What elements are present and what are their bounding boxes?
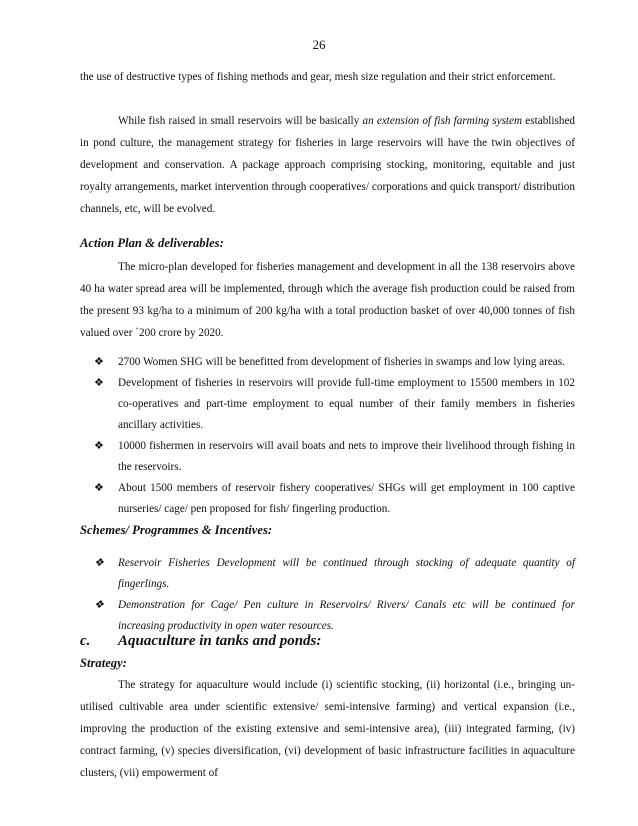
paragraph-aquaculture-strategy: The strategy for aquaculture would include (i) scientific stocking, (ii) horizontal (i.e., bringing un-utilised cultivable area under scientific extensive/ semi-intensive farming) and vertical expansion (i.e., improving the production of the existing extensive and semi-intensive area), (iii) integrated farming, (iv) contract farming, (v) species diversification, (vi) development of basic infrastructure facilities in aquaculture clusters, (vii) empowerment of	[80, 679, 575, 779]
deliverables-list	[80, 352, 575, 520]
deliverable-item	[80, 478, 575, 520]
bullet-diamond-icon: ❖	[94, 482, 104, 494]
para2-text-end: established in pond culture, the management strategy for fisheries in large reservoirs will have the twin objectives of development and conservation. A package approach comprising stocking, monitoring, equitable and just royalty arrangements, market intervention through cooperatives/ corporations and quick transport/ distribution channels, etc, will be evolved.	[80, 115, 576, 215]
page-number: 26	[312, 37, 326, 52]
paragraph-enforcement: the use of destructive types of fishing methods and gear, mesh size regulation and their strict enforcement.	[80, 71, 556, 83]
paragraph-reservoir-strategy	[80, 110, 575, 220]
scheme-item-text: Reservoir Fisheries Development will be continued through stocking of adequate quantity of fingerlings.	[118, 557, 575, 590]
scheme-item	[80, 553, 575, 595]
schemes-list	[80, 553, 575, 637]
deliverable-item-text: 10000 fishermen in reservoirs will avail boats and nets to improve their livelihood through fishing in the reservoirs.	[118, 440, 575, 473]
deliverable-item	[80, 436, 575, 478]
deliverable-item-text: 2700 Women SHG will be benefitted from development of fisheries in swamps and low lying areas.	[118, 356, 565, 368]
bullet-diamond-icon: ❖	[94, 599, 104, 611]
section-c-letter: c.	[80, 633, 91, 649]
bullet-diamond-icon: ❖	[94, 356, 104, 368]
paragraph-micro-plan: The micro-plan developed for fisheries management and development in all the 138 reservoirs above 40 ha water spread area will be implemented, through which the average fish production could be raised from the present 93 kg/ha to a minimum of 200 kg/ha with a total production basket of over 40,000 tonnes of fish valued over `200 crore by 2020.	[80, 261, 575, 339]
scheme-item-text: Demonstration for Cage/ Pen culture in Reservoirs/ Rivers/ Canals etc will be continued for increasing productivity in open water resources.	[118, 599, 575, 632]
heading-schemes: Schemes/ Programmes & Incentives:	[80, 523, 273, 537]
deliverable-item-text: Development of fisheries in reservoirs will provide full-time employment to 15500 members in 102 co-operatives and part-time employment to equal number of their family members in fisheries ancillary activities.	[118, 377, 575, 431]
para2-italic-phrase: an extension of fish farming system	[362, 115, 523, 127]
heading-strategy: Strategy:	[80, 656, 127, 670]
heading-action-plan: Action Plan & deliverables:	[80, 236, 224, 250]
bullet-diamond-icon: ❖	[94, 377, 104, 389]
para2-text-start: While fish raised in small reservoirs will be basically	[118, 115, 363, 127]
scheme-item	[80, 595, 575, 637]
deliverable-item-text: About 1500 members of reservoir fishery cooperatives/ SHGs will get employment in 100 captive nurseries/ cage/ pen proposed for fish/ fingerling production.	[118, 482, 575, 515]
section-c-title: Aquaculture in tanks and ponds:	[118, 633, 322, 649]
bullet-diamond-icon: ❖	[94, 440, 104, 452]
deliverable-item	[80, 373, 575, 436]
deliverable-item	[80, 352, 575, 373]
section-c-heading	[80, 633, 321, 650]
bullet-diamond-icon: ❖	[94, 557, 104, 569]
